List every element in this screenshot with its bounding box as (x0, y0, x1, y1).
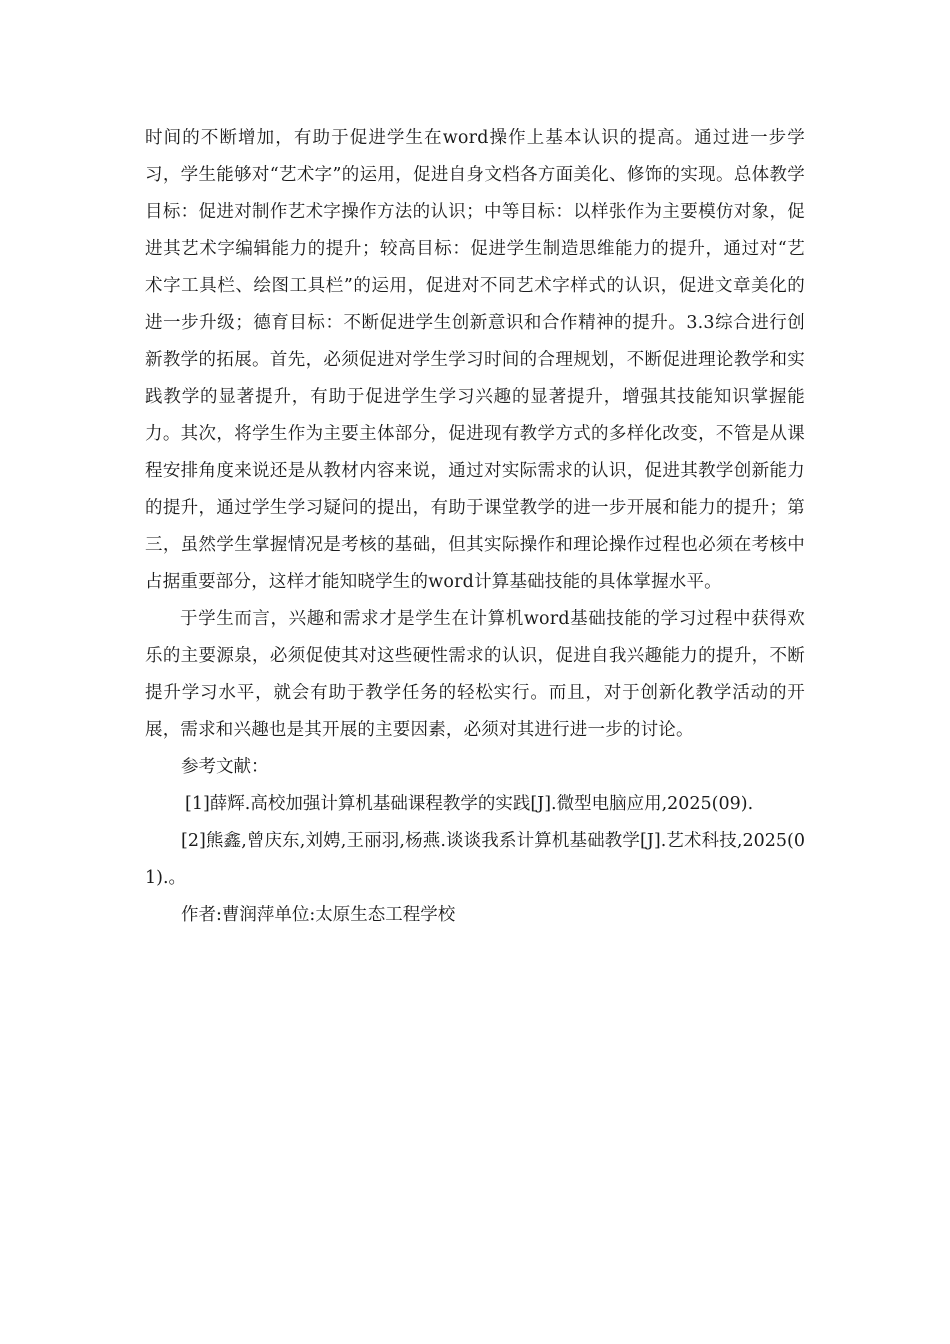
references-heading: 参考文献： (181, 757, 269, 777)
reference-item-1: [1]薛辉.高校加强计算机基础课程教学的实践[J].微型电脑应用,2025(09). (185, 794, 754, 814)
body-paragraph-2: 于学生而言，兴趣和需求才是学生在计算机word基础技能的学习过程中获得欢乐的主要源泉，必须促使其对这些硬性需求的认识，促进自我兴趣能力的提升，不断提升学习水平，就会有助于教学任务的轻松实行。而且，对于创新化教学活动的开展，需求和兴趣也是其开展的主要因素，必须对其进行进一步的讨论。 (145, 609, 805, 740)
document-body (145, 120, 805, 934)
author-affiliation: 作者:曹润萍单位:太原生态工程学校 (181, 905, 456, 925)
reference-item-2: [2]熊鑫,曾庆东,刘娉,王丽羽,杨燕.谈谈我系计算机基础教学[J].艺术科技,2025(01).。 (145, 831, 805, 888)
body-paragraph-1: 时间的不断增加，有助于促进学生在word操作上基本认识的提高。通过进一步学习，学生能够对“艺术字”的运用，促进自身文档各方面美化、修饰的实现。总体教学目标：促进对制作艺术字操作方法的认识；中等目标：以样张作为主要模仿对象，促进其艺术字编辑能力的提升；较高目标：促进学生制造思维能力的提升，通过对“艺术字工具栏、绘图工具栏”的运用，促进对不同艺术字样式的认识，促进文章美化的进一步升级；德育目标：不断促进学生创新意识和合作精神的提升。3.3综合进行创新教学的拓展。首先，必须促进对学生学习时间的合理规划，不断促进理论教学和实践教学的显著提升，有助于促进学生学习兴趣的显著提升，增强其技能知识掌握能力。其次，将学生作为主要主体部分，促进现有教学方式的多样化改变，不管是从课程安排角度来说还是从教材内容来说，通过对实际需求的认识，促进其教学创新能力的提升，通过学生学习疑问的提出，有助于课堂教学的进一步开展和能力的提升；第三，虽然学生掌握情况是考核的基础，但其实际操作和理论操作过程也必须在考核中占据重要部分，这样才能知晓学生的word计算基础技能的具体掌握水平。 (145, 128, 805, 592)
